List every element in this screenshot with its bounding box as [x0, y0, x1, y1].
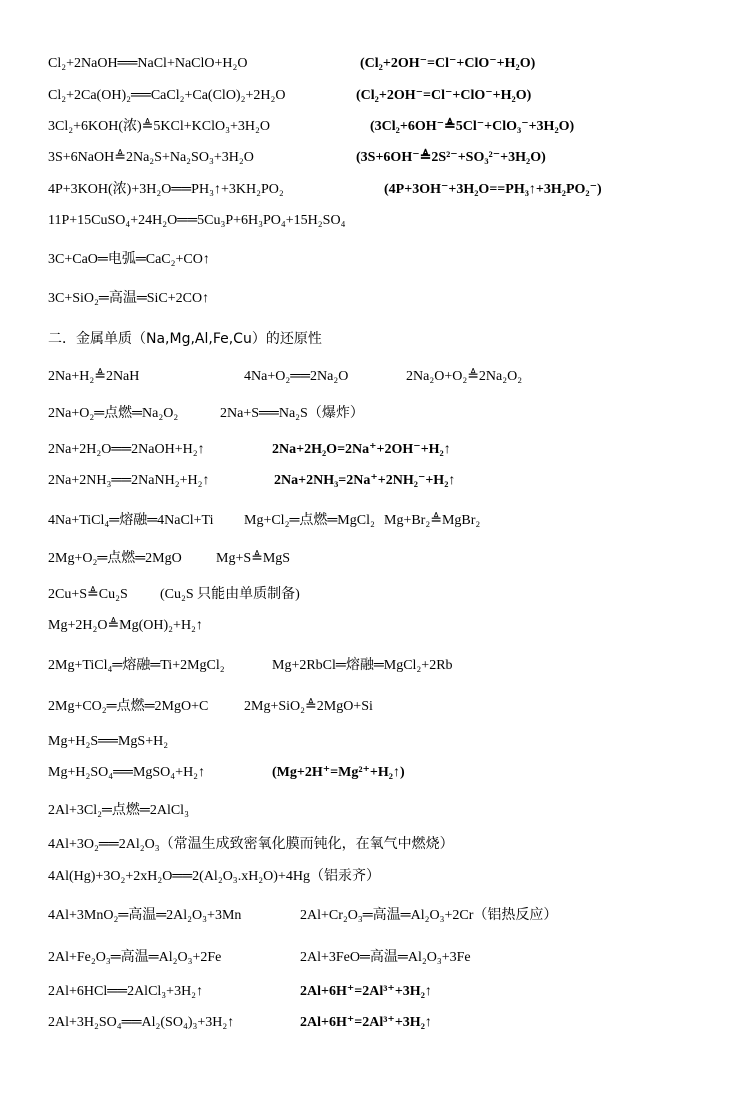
ionic-equation: 2Al+6H⁺=2Al³⁺+3H₂↑ — [300, 1015, 432, 1030]
equation: 3C+CaO═电弧═CaC₂+CO↑ — [48, 252, 210, 267]
equation: 4Na+TiCl₄═熔融═4NaCl+Ti — [48, 513, 214, 528]
equation: 4Al+3O₂══2Al₂O₃（常温生成致密氧化膜而钝化，在氧气中燃烧） — [48, 837, 454, 852]
equation: 2Mg+TiCl₄═熔融═Ti+2MgCl₂ — [48, 658, 225, 673]
equation: 3Cl₂+6KOH(浓)≜5KCl+KClO₃+3H₂O — [48, 119, 270, 134]
equation: 2Cu+S≜Cu₂S — [48, 587, 128, 602]
equation: Mg+H₂S══MgS+H₂ — [48, 734, 169, 749]
equation: 3C+SiO₂═高温═SiC+2CO↑ — [48, 291, 210, 306]
equation: 11P+15CuSO₄+24H₂O══5Cu₃P+6H₃PO₄+15H₂SO₄ — [48, 213, 346, 228]
equation: 4Al+3MnO₂═高温═2Al₂O₃+3Mn — [48, 908, 242, 923]
equation: 2Al+Cr₂O₃═高温═Al₂O₃+2Cr（铝热反应） — [300, 908, 558, 923]
ionic-equation: (3S+6OH⁻≜2S²⁻+SO₃²⁻+3H₂O) — [356, 150, 546, 165]
equation: Mg+Br₂≜MgBr₂ — [384, 513, 481, 528]
equation: 2Na+H₂≜2NaH — [48, 369, 140, 384]
equation: Mg+Cl₂═点燃═MgCl₂ — [244, 513, 375, 528]
equation: 2Na+S══Na₂S（爆炸） — [220, 406, 364, 421]
equation: Mg+H₂SO₄══MgSO₄+H₂↑ — [48, 765, 206, 780]
ionic-equation: (Cl₂+2OH⁻=Cl⁻+ClO⁻+H₂O) — [356, 88, 532, 103]
equation: 2Na₂O+O₂≜2Na₂O₂ — [406, 369, 523, 384]
ionic-equation: (3Cl₂+6OH⁻≜5Cl⁻+ClO₃⁻+3H₂O) — [370, 119, 575, 134]
equation: Cl₂+2NaOH══NaCl+NaClO+H₂O — [48, 56, 248, 71]
equation: 4Na+O₂══2Na₂O — [244, 369, 349, 384]
equation: Mg+S≜MgS — [216, 551, 291, 566]
equation: 2Na+2H₂O══2NaOH+H₂↑ — [48, 442, 205, 457]
ionic-equation: (Cl₂+2OH⁻=Cl⁻+ClO⁻+H₂O) — [360, 56, 536, 71]
ionic-equation: 2Na+2NH₃=2Na⁺+2NH₂⁻+H₂↑ — [274, 473, 456, 488]
ionic-equation: (Mg+2H⁺=Mg²⁺+H₂↑) — [272, 765, 405, 780]
equation: 2Mg+SiO₂≜2MgO+Si — [244, 699, 373, 714]
equation: Mg+2H₂O≜Mg(OH)₂+H₂↑ — [48, 618, 203, 633]
equation: Cl₂+2Ca(OH)₂══CaCl₂+Ca(ClO)₂+2H₂O — [48, 88, 286, 103]
equation: 2Al+3H₂SO₄══Al₂(SO₄)₃+3H₂↑ — [48, 1015, 235, 1030]
note: (Cu₂S 只能由单质制备) — [160, 587, 300, 602]
equation: 2Mg+CO₂═点燃═2MgO+C — [48, 699, 209, 714]
ionic-equation: (4P+3OH⁻+3H₂O==PH₃↑+3H₂PO₂⁻) — [384, 182, 602, 197]
equation: 4P+3KOH(浓)+3H₂O══PH₃↑+3KH₂PO₂ — [48, 182, 284, 197]
equation: 2Na+2NH₃══2NaNH₂+H₂↑ — [48, 473, 210, 488]
section-heading: 二．金属单质（Na,Mg,Al,Fe,Cu）的还原性 — [48, 331, 322, 347]
ionic-equation: 2Na+2H₂O=2Na⁺+2OH⁻+H₂↑ — [272, 442, 451, 457]
equation: 3S+6NaOH≜2Na₂S+Na₂SO₃+3H₂O — [48, 150, 254, 165]
equation: 2Na+O₂═点燃═Na₂O₂ — [48, 406, 179, 421]
equation: 4Al(Hg)+3O₂+2xH₂O══2(Al₂O₃.xH₂O)+4Hg（铝汞齐） — [48, 869, 380, 884]
equation: 2Al+3FeO═高温═Al₂O₃+3Fe — [300, 950, 471, 965]
equation: 2Al+6HCl══2AlCl₃+3H₂↑ — [48, 984, 204, 999]
equation: 2Al+3Cl₂═点燃═2AlCl₃ — [48, 803, 189, 818]
equation: Mg+2RbCl═熔融═MgCl₂+2Rb — [272, 658, 453, 673]
equation: 2Al+Fe₂O₃═高温═Al₂O₃+2Fe — [48, 950, 222, 965]
equation: 2Mg+O₂═点燃═2MgO — [48, 551, 182, 566]
ionic-equation: 2Al+6H⁺=2Al³⁺+3H₂↑ — [300, 984, 432, 999]
